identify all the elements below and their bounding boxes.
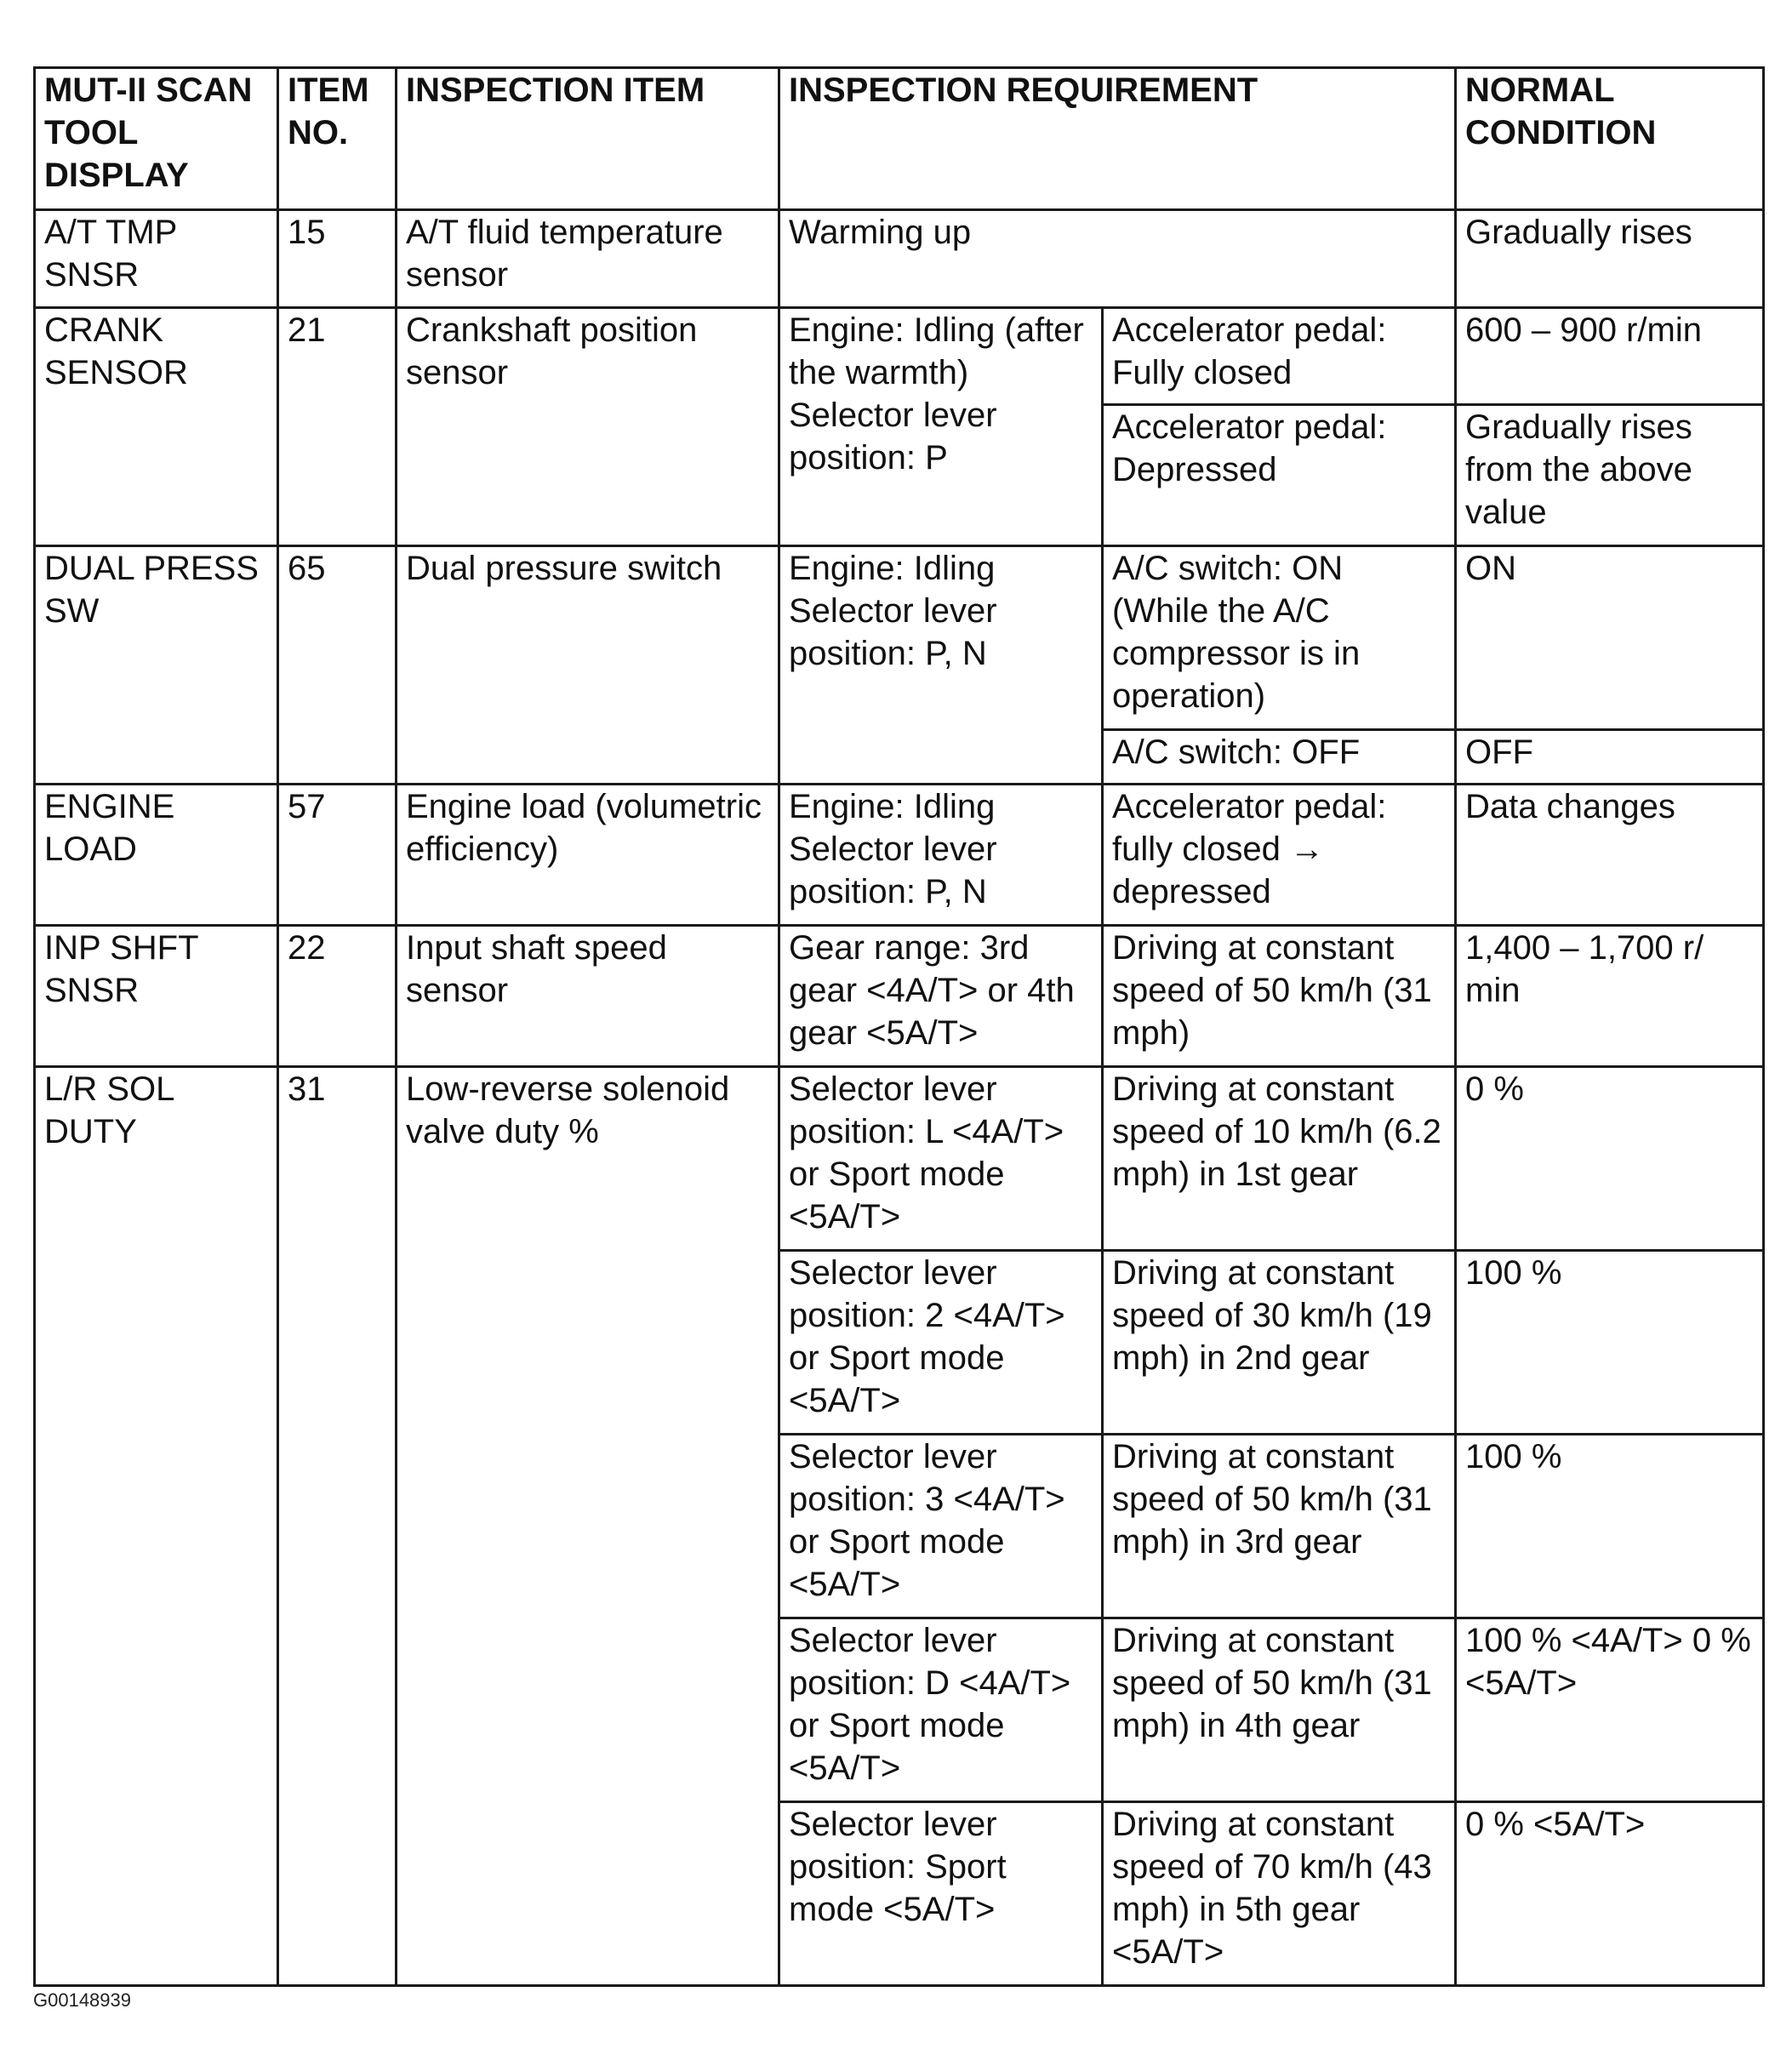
cell-normal: 0 % bbox=[1456, 1067, 1764, 1251]
cell-requirement-main: Selector lever position: 3 <4A/T> or Sport mode <5A/T> bbox=[779, 1435, 1103, 1618]
inspection-table bbox=[33, 66, 1765, 1987]
cell-display: L/R SOL DUTY bbox=[35, 1067, 278, 1986]
table-row bbox=[35, 1067, 1764, 1251]
cell-normal: 100 % bbox=[1456, 1251, 1764, 1435]
cell-inspection-item: Crankshaft position sensor bbox=[397, 308, 779, 546]
header-inspection-requirement: INSPECTION REQUIREMENT bbox=[779, 68, 1456, 210]
header-row bbox=[35, 68, 1764, 210]
cell-requirement-sub: Driving at constant speed of 30 km/h (19 mph) in 2nd gear bbox=[1103, 1251, 1456, 1435]
cell-requirement-main: Gear range: 3rd gear <4A/T> or 4th gear <5A/T> bbox=[779, 926, 1103, 1067]
cell-item-no: 22 bbox=[278, 926, 397, 1067]
cell-requirement-sub: Accelerator pedal: Fully closed bbox=[1103, 308, 1456, 405]
cell-requirement-sub: Driving at constant speed of 70 km/h (43 mph) in 5th gear <5A/T> bbox=[1103, 1802, 1456, 1986]
cell-normal: 100 % bbox=[1456, 1435, 1764, 1618]
cell-item-no: 21 bbox=[278, 308, 397, 546]
cell-normal: 100 % <4A/T> 0 % <5A/T> bbox=[1456, 1618, 1764, 1802]
header-inspection-item: INSPECTION ITEM bbox=[397, 68, 779, 210]
table-row bbox=[35, 926, 1764, 1067]
cell-requirement-main: Engine: Idling Selector lever position: P, N bbox=[779, 546, 1103, 785]
cell-requirement-main: Selector lever position: D <4A/T> or Sport mode <5A/T> bbox=[779, 1618, 1103, 1802]
cell-normal: ON bbox=[1456, 546, 1764, 730]
cell-inspection-item: Input shaft speed sensor bbox=[397, 926, 779, 1067]
cell-normal: 0 % <5A/T> bbox=[1456, 1802, 1764, 1986]
cell-requirement-sub: Accelerator pedal: fully closed → depressed bbox=[1103, 785, 1456, 926]
cell-item-no: 65 bbox=[278, 546, 397, 785]
cell-requirement-sub: A/C switch: OFF bbox=[1103, 730, 1456, 785]
cell-inspection-item: Dual pressure switch bbox=[397, 546, 779, 785]
cell-normal: Gradually rises bbox=[1456, 210, 1764, 308]
cell-requirement-main: Engine: Idling Selector lever position: P, N bbox=[779, 785, 1103, 926]
cell-normal: 1,400 – 1,700 r/ min bbox=[1456, 926, 1764, 1067]
cell-requirement-sub: Driving at constant speed of 50 km/h (31 mph) in 4th gear bbox=[1103, 1618, 1456, 1802]
cell-inspection-item: Engine load (volumetric efficiency) bbox=[397, 785, 779, 926]
cell-requirement-sub: Driving at constant speed of 50 km/h (31 mph) in 3rd gear bbox=[1103, 1435, 1456, 1618]
cell-requirement-sub: A/C switch: ON (While the A/C compressor is in operation) bbox=[1103, 546, 1456, 730]
table-row bbox=[35, 785, 1764, 926]
cell-inspection-item: A/T fluid temperature sensor bbox=[397, 210, 779, 308]
cell-item-no: 15 bbox=[278, 210, 397, 308]
figure-id: G00148939 bbox=[33, 1989, 131, 2011]
cell-requirement-sub: Driving at constant speed of 50 km/h (31 mph) bbox=[1103, 926, 1456, 1067]
header-item-no: ITEM NO. bbox=[278, 68, 397, 210]
cell-requirement: Warming up bbox=[779, 210, 1456, 308]
cell-display: A/T TMP SNSR bbox=[35, 210, 278, 308]
header-normal-condition: NORMAL CONDITION bbox=[1456, 68, 1764, 210]
cell-requirement-main: Selector lever position: Sport mode <5A/T> bbox=[779, 1802, 1103, 1986]
cell-normal: Gradually rises from the above value bbox=[1456, 405, 1764, 546]
cell-requirement-main: Selector lever position: L <4A/T> or Sport mode <5A/T> bbox=[779, 1067, 1103, 1251]
cell-item-no: 31 bbox=[278, 1067, 397, 1986]
header-display: MUT-II SCAN TOOL DISPLAY bbox=[35, 68, 278, 210]
cell-display: ENGINE LOAD bbox=[35, 785, 278, 926]
cell-display: CRANK SENSOR bbox=[35, 308, 278, 546]
cell-requirement-main: Engine: Idling (after the warmth) Selector lever position: P bbox=[779, 308, 1103, 546]
cell-normal: 600 – 900 r/min bbox=[1456, 308, 1764, 405]
cell-requirement-sub: Driving at constant speed of 10 km/h (6.2 mph) in 1st gear bbox=[1103, 1067, 1456, 1251]
cell-requirement-sub: Accelerator pedal: Depressed bbox=[1103, 405, 1456, 546]
cell-normal: Data changes bbox=[1456, 785, 1764, 926]
table-row bbox=[35, 210, 1764, 308]
cell-item-no: 57 bbox=[278, 785, 397, 926]
cell-requirement-main: Selector lever position: 2 <4A/T> or Sport mode <5A/T> bbox=[779, 1251, 1103, 1435]
cell-display: DUAL PRESS SW bbox=[35, 546, 278, 785]
cell-inspection-item: Low-reverse solenoid valve duty % bbox=[397, 1067, 779, 1986]
table-row bbox=[35, 308, 1764, 405]
cell-normal: OFF bbox=[1456, 730, 1764, 785]
table-row bbox=[35, 546, 1764, 730]
cell-display: INP SHFT SNSR bbox=[35, 926, 278, 1067]
